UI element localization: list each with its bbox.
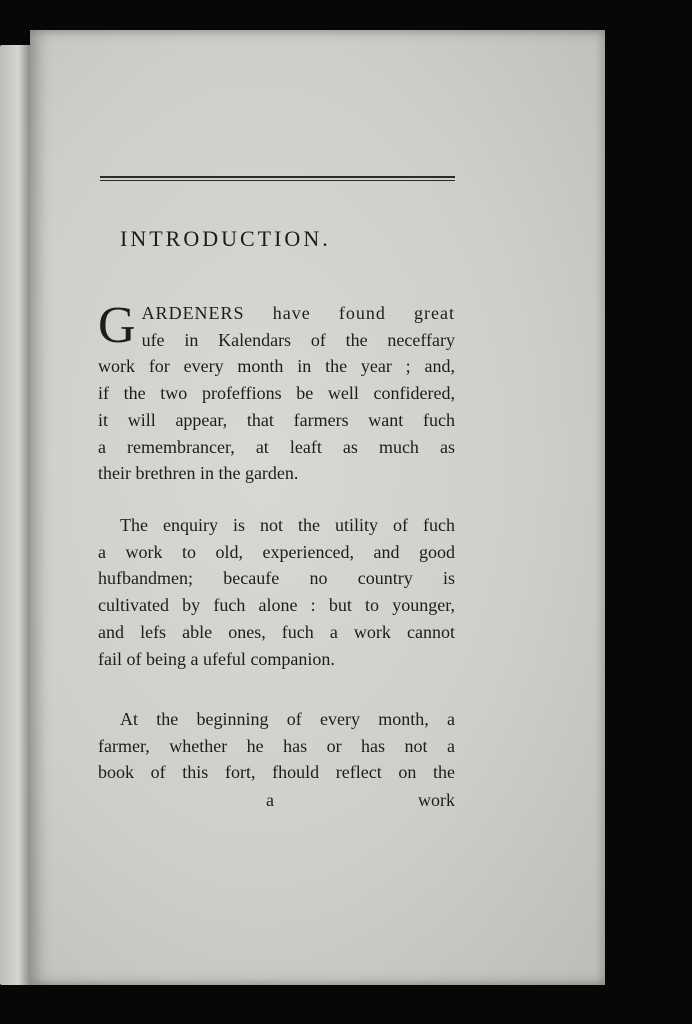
book-page <box>30 30 605 985</box>
paragraph-1 <box>98 297 455 487</box>
text-line: ARDENERS have found great <box>141 303 455 323</box>
text-line: their brethren in the garden. <box>98 463 299 484</box>
text-line: At the beginning of every month, a <box>120 709 455 729</box>
drop-cap: G <box>98 297 136 354</box>
text-line: cultivated by fuch alone : but to younger, <box>98 595 455 616</box>
header-rule <box>100 176 455 181</box>
text-line: work for every month in the year ; and, <box>98 356 455 377</box>
catchword: work <box>418 790 455 810</box>
signature-mark: a <box>266 790 274 810</box>
text-line: a work to old, experienced, and good <box>98 541 455 562</box>
text-line: if the two profeffions be well confidered, <box>98 383 455 404</box>
paragraph-3 <box>98 706 455 786</box>
page-heading: INTRODUCTION. <box>120 226 331 251</box>
text-line: hufbandmen; becaufe no country is <box>98 568 455 589</box>
text-line: fail of being a ufeful companion. <box>98 648 335 669</box>
paragraph-2 <box>98 512 455 672</box>
text-line: The enquiry is not the utility of fuch <box>120 515 455 535</box>
text-line: and lefs able ones, fuch a work cannot <box>98 621 455 642</box>
text-line: it will appear, that farmers want fuch <box>98 409 455 430</box>
text-line: ufe in Kalendars of the neceffary <box>141 329 455 350</box>
text-line: book of this fort, fhould reflect on the <box>98 762 455 783</box>
facing-page-edge <box>0 45 30 985</box>
text-line: farmer, whether he has or has not a <box>98 735 455 756</box>
text-line: a remembrancer, at leaft as much as <box>98 436 455 457</box>
